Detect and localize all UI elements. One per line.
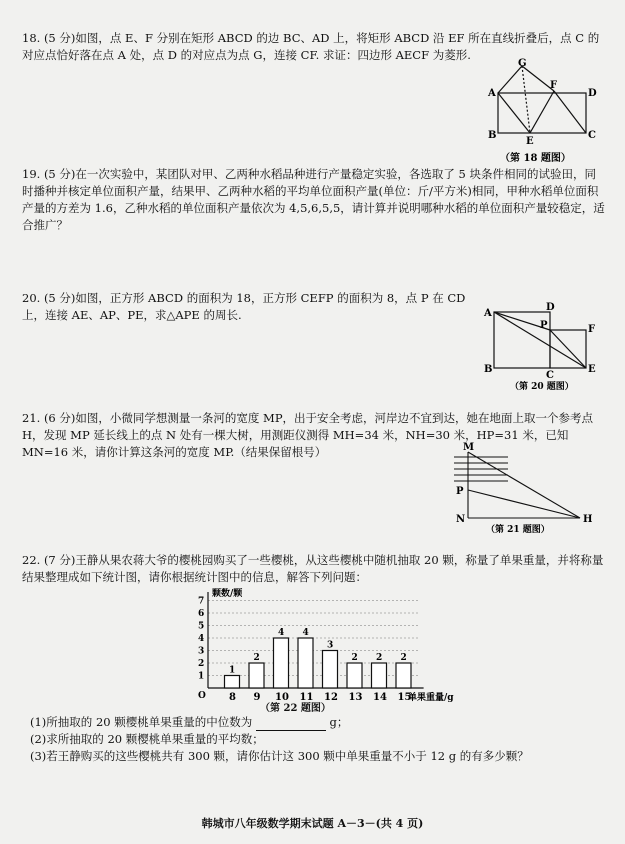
bar <box>323 651 338 689</box>
bar-value-label: 4 <box>302 628 309 638</box>
bar <box>225 676 240 689</box>
subquestion-3 <box>30 748 529 765</box>
fig18-label-B: B <box>488 130 497 141</box>
fig18-label-E: E <box>526 136 534 147</box>
y-tick-label: 1 <box>198 671 205 682</box>
bar <box>396 663 411 688</box>
fig20-label-F: F <box>588 324 596 335</box>
fig22-caption: （第 22 题图） <box>260 703 331 714</box>
bar <box>347 663 362 688</box>
y-tick-label: 5 <box>198 621 205 632</box>
subquestion-2-text: (2)求所抽取的 20 颗樱桃单果重量的平均数； <box>30 732 264 746</box>
question-20 <box>22 290 492 324</box>
bar-value-label: 3 <box>327 640 334 651</box>
x-tick-label: 15 <box>397 692 412 703</box>
x-tick-label: 10 <box>275 692 289 703</box>
fig20-label-A: A <box>484 308 492 319</box>
fig20-label-B: B <box>484 364 493 375</box>
fig18-label-D: D <box>588 88 597 99</box>
fig21-label-N: N <box>456 514 466 525</box>
fig18-label-C: C <box>588 130 596 141</box>
answer-blank[interactable] <box>256 718 326 731</box>
subquestion-1-text: (1)所抽取的 20 颗樱桃单果重量的中位数为 <box>30 715 253 729</box>
figure-21 <box>448 440 598 534</box>
subquestion-1-unit: g； <box>329 715 349 729</box>
y-tick-label: 3 <box>198 646 205 657</box>
question-19-text: 19. (5 分)在一次实验中，某团队对甲、乙两种水稻品种进行产量稳定实验，各选取了 5 块条件相同的试验田，同时播种并核定单位面积产量，结果甲、乙两种水稻的平均单位面积产量(单位：斤/平方米)相同，甲种水稻单位面积产量的方差为 1.6，乙种水稻的单位面积产量依次为 4,5,6,5,5，请计算并说明哪种水稻的单位面积产量较稳定，适合推广？ <box>22 167 605 232</box>
subquestion-1 <box>30 714 348 731</box>
fig20-label-D: D <box>546 302 555 313</box>
x-tick-label: 9 <box>253 692 261 703</box>
fig21-label-H: H <box>583 514 593 525</box>
bar <box>274 638 289 688</box>
question-19 <box>22 166 607 234</box>
bar <box>372 663 387 688</box>
bar-value-label: 2 <box>400 653 407 663</box>
question-20-text: 20. (5 分)如图，正方形 ABCD 的面积为 18，正方形 CEFP 的面积为 8，点 P 在 CD 上，连接 AE、AP、PE，求△APE 的周长. <box>22 291 466 322</box>
question-22-text: 22. (7 分)王静从果农蒋大爷的樱桃园购买了一些樱桃，从这些樱桃中随机抽取 20 颗，称量了单果重量，并将称量结果整理成如下统计图，请你根据统计图中的信息，解答下列问题： <box>22 553 604 584</box>
fig18-caption: （第 18 题图） <box>500 153 571 164</box>
bar-value-label: 2 <box>376 653 383 663</box>
origin-label: O <box>198 691 206 701</box>
fig21-caption: （第 21 题图） <box>486 525 550 534</box>
y-tick-label: 2 <box>198 659 205 669</box>
bar <box>249 663 264 688</box>
subquestion-3-text: (3)若王静购买的这些樱桃共有 300 颗，请你估计这 300 颗中单果重量不小于 12 g 的有多少颗？ <box>30 749 529 763</box>
y-tick-label: 4 <box>198 634 205 644</box>
question-18-text: 18. (5 分)如图，点 E、F 分别在矩形 ABCD 的边 BC、AD 上，将矩形 ABCD 沿 EF 所在直线折叠后，点 C 的对应点恰好落在点 A 处，点 D 的对应点为点 G，连接 CF. 求证：四边形 AECF 为菱形. <box>22 31 600 62</box>
x-tick-label: 13 <box>348 692 363 703</box>
y-tick-label: 6 <box>198 609 205 619</box>
fig18-label-A: A <box>488 88 496 99</box>
y-tick-label: 7 <box>198 596 205 607</box>
fig20-label-C: C <box>546 370 554 381</box>
x-tick-label: 11 <box>299 692 314 703</box>
bar-value-label: 4 <box>278 628 285 638</box>
fig21-label-P: P <box>456 486 464 497</box>
fig20-label-P: P <box>540 320 548 331</box>
fig18-label-F: F <box>550 80 558 91</box>
x-tick-label: 14 <box>373 692 387 703</box>
x-tick-label: 12 <box>324 692 338 703</box>
fig20-caption: （第 20 题图） <box>510 382 574 392</box>
y-axis-label: 颗数/颗 <box>212 589 243 599</box>
bar-value-label: 1 <box>229 665 236 676</box>
bar <box>298 638 313 688</box>
bar-value-label: 2 <box>253 653 260 663</box>
question-21-text: 21. (6 分)如图，小微同学想测量一条河的宽度 MP，出于安全考虑，河岸边不宜到达，她在地面上取一个参考点 H，发现 MP 延长线上的点 N 处有一棵大树，用测距仪测得 MH=34 米，NH=30 米，HP=31 米，已知 MN=16 米，请你计算这条河的宽度 MP.（结果保留根号） <box>22 411 594 459</box>
fig20-label-E: E <box>588 364 596 375</box>
x-tick-label: 8 <box>229 692 236 703</box>
subquestion-2 <box>30 731 264 748</box>
fig18-label-G: G <box>518 58 527 69</box>
question-22 <box>22 552 607 586</box>
figure-20 <box>480 300 610 392</box>
fig21-label-M: M <box>463 442 475 453</box>
x-axis-label: 单果重量/g <box>408 693 454 703</box>
page-footer: 韩城市八年级数学期末试题 A－3－(共 4 页) <box>201 817 424 830</box>
bar-value-label: 2 <box>351 653 358 663</box>
figure-18 <box>480 58 605 166</box>
bar-chart <box>180 588 480 714</box>
